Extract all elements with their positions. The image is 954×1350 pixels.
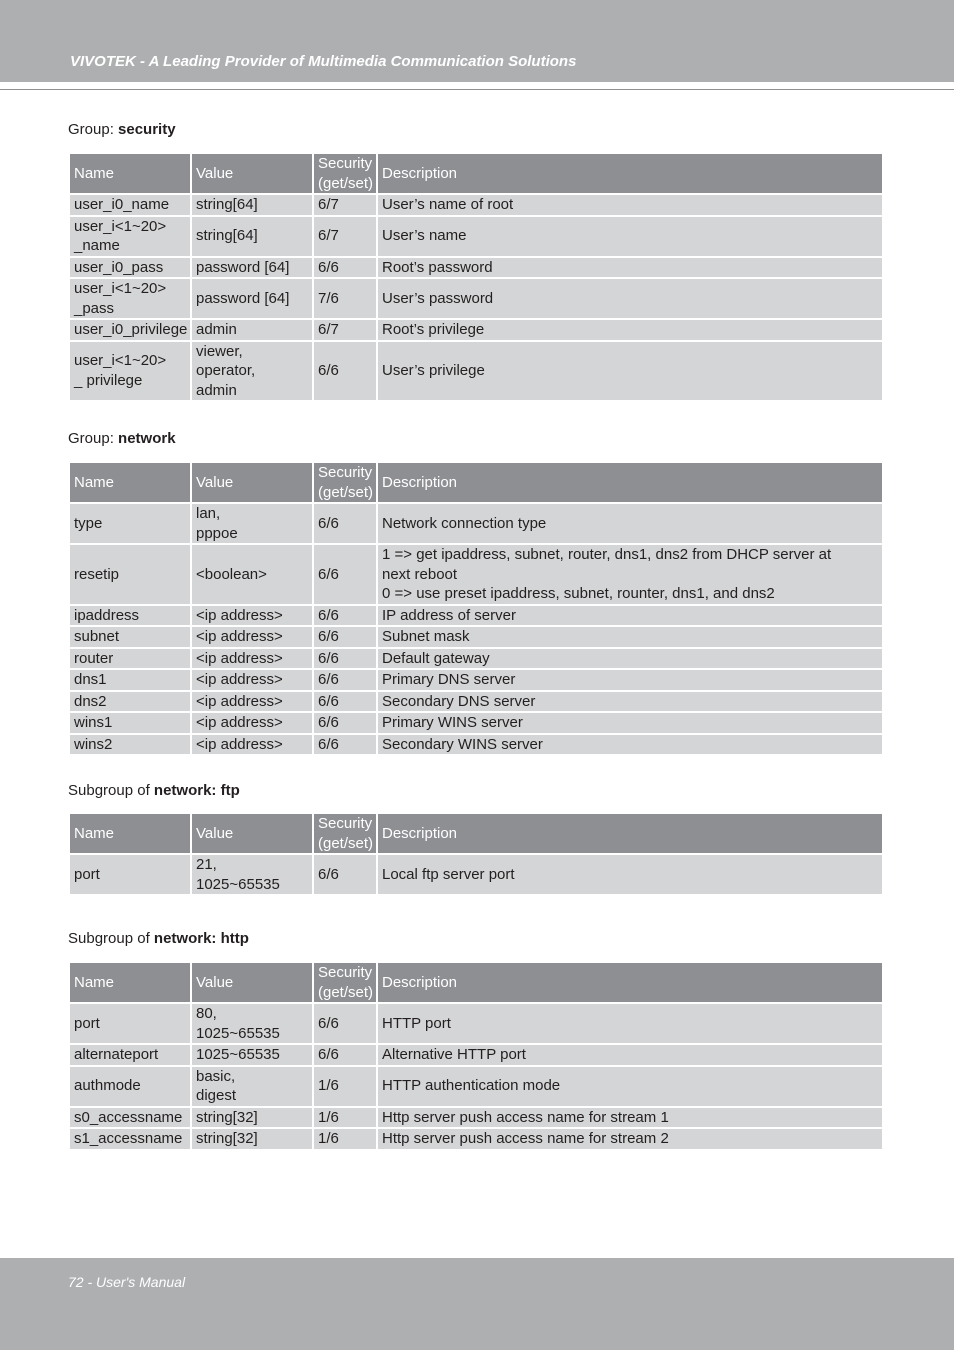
param-security: 1/6	[314, 1129, 376, 1149]
security-table	[68, 152, 884, 402]
column-header-security: Security (get/set)	[314, 154, 376, 193]
table-row	[70, 195, 882, 215]
param-name: resetip	[70, 545, 190, 604]
param-description: Root’s privilege	[378, 320, 882, 340]
group-prefix: Subgroup of	[68, 782, 154, 799]
param-description: User’s privilege	[378, 342, 882, 401]
param-description: Secondary WINS server	[378, 735, 882, 755]
param-security: 6/6	[314, 627, 376, 647]
param-description: Subnet mask	[378, 627, 882, 647]
param-name: s1_accessname	[70, 1129, 190, 1149]
table-row	[70, 855, 882, 894]
param-name: wins2	[70, 735, 190, 755]
table-row	[70, 670, 882, 690]
param-description: Http server push access name for stream 1	[378, 1108, 882, 1128]
table-row	[70, 1004, 882, 1043]
group-title: network: ftp	[153, 782, 240, 799]
param-description: Local ftp server port	[378, 855, 882, 894]
table-row	[70, 342, 882, 401]
page-header	[0, 0, 954, 82]
group-title: network	[118, 430, 176, 447]
network-table	[68, 461, 884, 756]
table-row	[70, 1108, 882, 1128]
column-header-security: Security (get/set)	[314, 963, 376, 1002]
param-name: user_i0_privilege	[70, 320, 190, 340]
group-title: network: http	[153, 930, 249, 947]
column-header-name: Name	[70, 963, 190, 1002]
param-value: <ip address>	[192, 649, 312, 669]
param-security: 6/6	[314, 1004, 376, 1043]
param-security: 6/6	[314, 855, 376, 894]
param-name: ipaddress	[70, 606, 190, 626]
param-security: 6/6	[314, 692, 376, 712]
column-header-value: Value	[192, 463, 312, 502]
column-header-value: Value	[192, 963, 312, 1002]
http-table	[68, 961, 884, 1151]
table-header-row	[70, 963, 882, 1002]
param-name: wins1	[70, 713, 190, 733]
param-description: User’s password	[378, 279, 882, 318]
param-security: 6/6	[314, 258, 376, 278]
param-security: 6/7	[314, 217, 376, 256]
table-row	[70, 1045, 882, 1065]
param-name: dns2	[70, 692, 190, 712]
param-name: subnet	[70, 627, 190, 647]
column-header-value: Value	[192, 154, 312, 193]
table-row	[70, 545, 882, 604]
table-row	[70, 627, 882, 647]
param-name: user_i<1~20> _name	[70, 217, 190, 256]
table-row	[70, 320, 882, 340]
table-row	[70, 649, 882, 669]
table-header-row	[70, 463, 882, 502]
header-divider	[0, 89, 954, 90]
table-row	[70, 692, 882, 712]
page-number: 72 - User's Manual	[68, 1274, 186, 1290]
column-header-name: Name	[70, 154, 190, 193]
param-value: string[64]	[192, 195, 312, 215]
param-description: HTTP authentication mode	[378, 1067, 882, 1106]
param-value: <ip address>	[192, 606, 312, 626]
column-header-security: Security (get/set)	[314, 814, 376, 853]
param-name: user_i0_name	[70, 195, 190, 215]
param-name: user_i<1~20> _ privilege	[70, 342, 190, 401]
param-value: <ip address>	[192, 735, 312, 755]
table-row	[70, 217, 882, 256]
column-header-security: Security (get/set)	[314, 463, 376, 502]
param-value: password [64]	[192, 279, 312, 318]
param-value: <ip address>	[192, 692, 312, 712]
ftp-table	[68, 812, 884, 896]
param-value: basic, digest	[192, 1067, 312, 1106]
table-row	[70, 504, 882, 543]
column-header-name: Name	[70, 463, 190, 502]
header-title: VIVOTEK - A Leading Provider of Multimedia Communication Solutions	[70, 53, 577, 70]
param-name: user_i<1~20> _pass	[70, 279, 190, 318]
param-value: lan, pppoe	[192, 504, 312, 543]
group-network-heading	[68, 430, 176, 447]
table-row	[70, 1129, 882, 1149]
param-value: 21, 1025~65535	[192, 855, 312, 894]
param-description: Alternative HTTP port	[378, 1045, 882, 1065]
param-description: 1 => get ipaddress, subnet, router, dns1, dns2 from DHCP server at next reboot 0 => use preset ipaddress, subnet, rounter, dns1, and dns2	[378, 545, 882, 604]
group-prefix: Group:	[68, 121, 119, 138]
param-name: type	[70, 504, 190, 543]
group-security-heading	[68, 121, 176, 138]
column-header-description: Description	[378, 963, 882, 1002]
param-security: 6/6	[314, 670, 376, 690]
param-value: <boolean>	[192, 545, 312, 604]
param-value: <ip address>	[192, 670, 312, 690]
table-row	[70, 735, 882, 755]
column-header-description: Description	[378, 463, 882, 502]
page-footer	[0, 1258, 954, 1350]
column-header-description: Description	[378, 154, 882, 193]
column-header-name: Name	[70, 814, 190, 853]
param-name: dns1	[70, 670, 190, 690]
param-value: <ip address>	[192, 627, 312, 647]
param-security: 6/6	[314, 606, 376, 626]
param-value: 80, 1025~65535	[192, 1004, 312, 1043]
param-value: viewer, operator, admin	[192, 342, 312, 401]
param-description: Default gateway	[378, 649, 882, 669]
param-description: Primary WINS server	[378, 713, 882, 733]
group-prefix: Subgroup of	[68, 930, 154, 947]
table-row	[70, 279, 882, 318]
param-name: authmode	[70, 1067, 190, 1106]
param-security: 6/7	[314, 320, 376, 340]
param-value: string[32]	[192, 1108, 312, 1128]
param-value: string[32]	[192, 1129, 312, 1149]
param-security: 6/6	[314, 713, 376, 733]
group-prefix: Group:	[68, 430, 119, 447]
param-security: 6/6	[314, 504, 376, 543]
subgroup-http-heading	[68, 930, 249, 947]
param-description: HTTP port	[378, 1004, 882, 1043]
table-row	[70, 606, 882, 626]
table-row	[70, 258, 882, 278]
param-name: user_i0_pass	[70, 258, 190, 278]
param-description: IP address of server	[378, 606, 882, 626]
table-header-row	[70, 814, 882, 853]
param-description: Root’s password	[378, 258, 882, 278]
table-header-row	[70, 154, 882, 193]
param-security: 6/6	[314, 649, 376, 669]
param-value: string[64]	[192, 217, 312, 256]
column-header-description: Description	[378, 814, 882, 853]
param-security: 6/6	[314, 735, 376, 755]
subgroup-ftp-heading	[68, 782, 240, 799]
param-security: 1/6	[314, 1108, 376, 1128]
param-name: port	[70, 855, 190, 894]
param-security: 6/6	[314, 1045, 376, 1065]
param-name: port	[70, 1004, 190, 1043]
param-value: 1025~65535	[192, 1045, 312, 1065]
param-name: router	[70, 649, 190, 669]
param-security: 6/6	[314, 342, 376, 401]
param-security: 6/7	[314, 195, 376, 215]
group-title: security	[118, 121, 176, 138]
param-value: admin	[192, 320, 312, 340]
param-description: Network connection type	[378, 504, 882, 543]
param-description: User’s name	[378, 217, 882, 256]
table-row	[70, 713, 882, 733]
param-description: Secondary DNS server	[378, 692, 882, 712]
param-value: password [64]	[192, 258, 312, 278]
param-security: 6/6	[314, 545, 376, 604]
param-name: s0_accessname	[70, 1108, 190, 1128]
param-description: Http server push access name for stream 2	[378, 1129, 882, 1149]
param-security: 7/6	[314, 279, 376, 318]
param-name: alternateport	[70, 1045, 190, 1065]
table-row	[70, 1067, 882, 1106]
column-header-value: Value	[192, 814, 312, 853]
param-value: <ip address>	[192, 713, 312, 733]
param-security: 1/6	[314, 1067, 376, 1106]
param-description: Primary DNS server	[378, 670, 882, 690]
param-description: User’s name of root	[378, 195, 882, 215]
